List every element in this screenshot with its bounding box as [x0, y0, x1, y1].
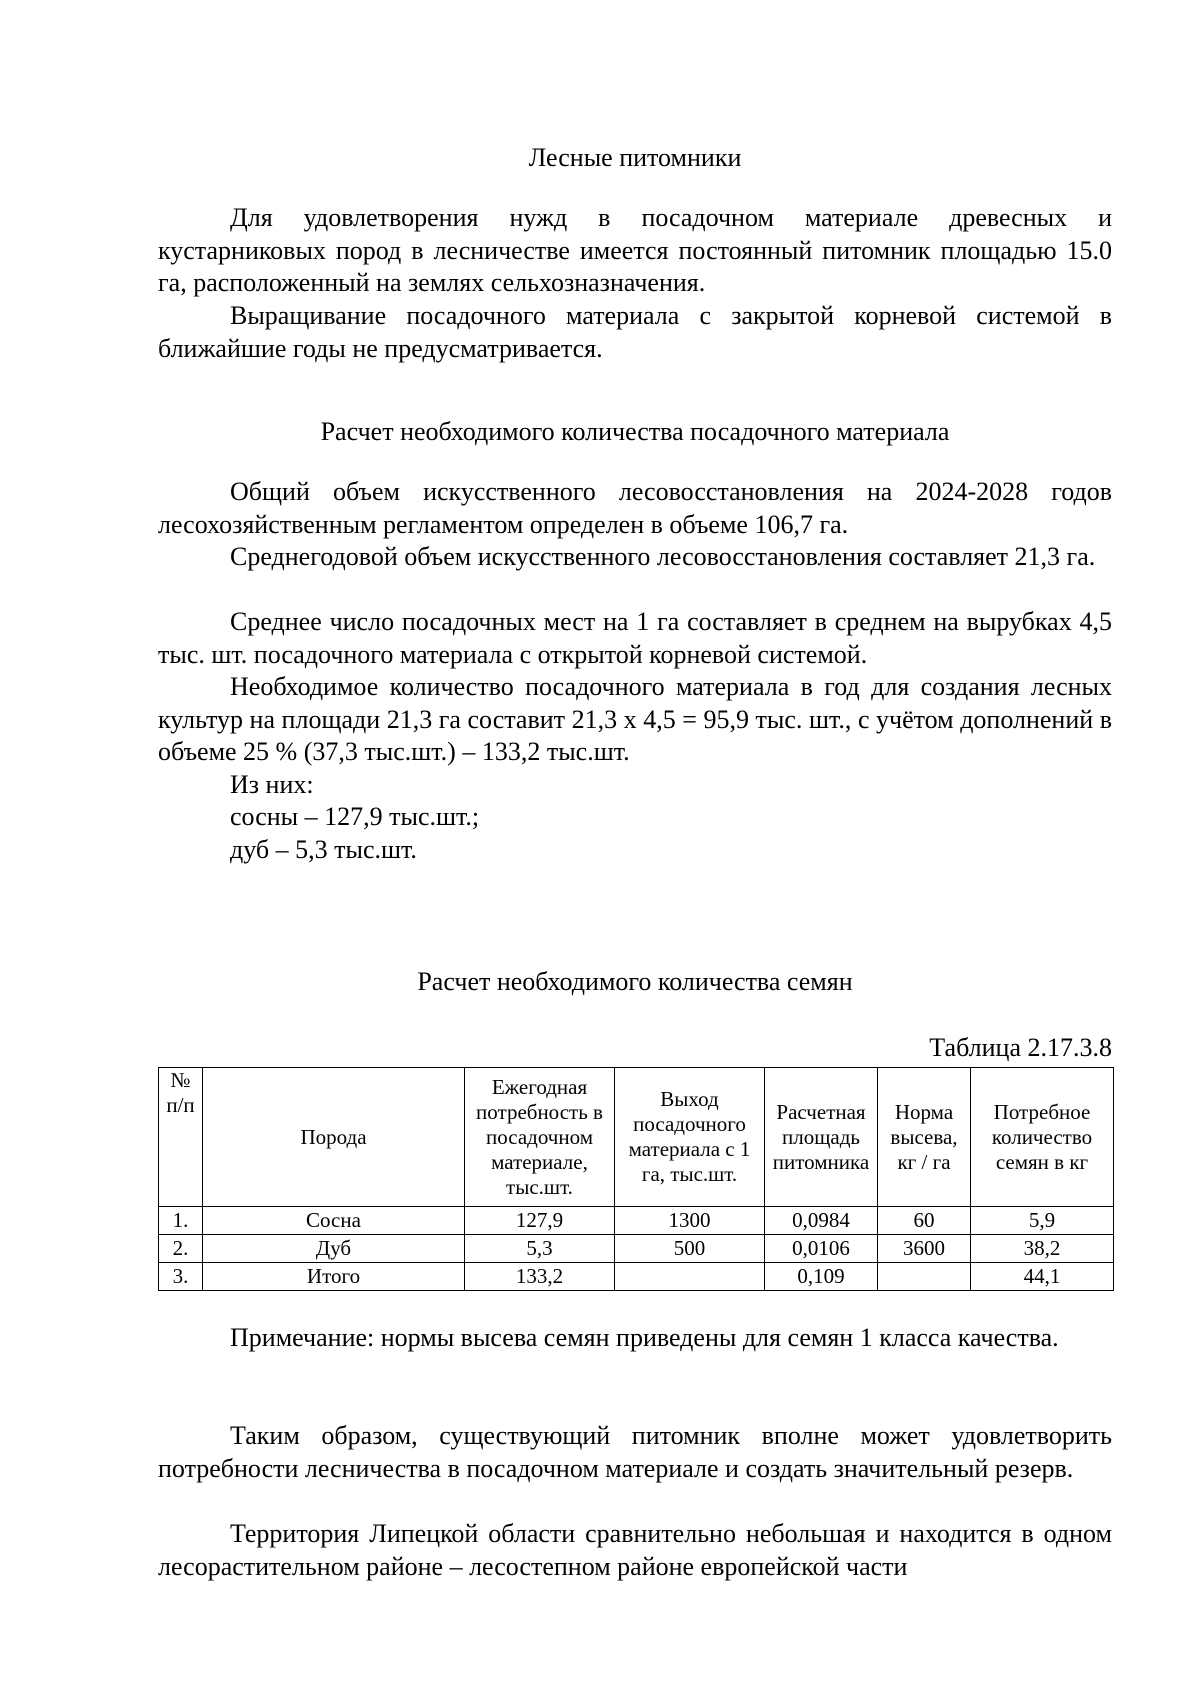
cell-species: Итого	[203, 1263, 465, 1291]
cell-annual-need: 5,3	[465, 1235, 615, 1263]
section1-paragraph-3: Среднее число посадочных мест на 1 га составляет в среднем на вырубках 4,5 тыс. шт. посадочного материала с открытой корневой системой.	[158, 607, 1112, 669]
header-species: Порода	[203, 1068, 465, 1207]
header-rate: Норма высева, кг / га	[878, 1068, 971, 1207]
header-annual-need: Ежегодная потребность в посадочном материале, тыс.шт.	[465, 1068, 615, 1207]
list-item-oak: дуб – 5,3 тыс.шт.	[230, 835, 417, 864]
cell-area: 0,109	[765, 1263, 878, 1291]
cell-yield: 500	[615, 1235, 765, 1263]
seeds-table	[158, 1067, 1114, 1291]
cell-area: 0,0984	[765, 1207, 878, 1235]
list-intro: Из них:	[230, 770, 314, 799]
cell-species: Дуб	[203, 1235, 465, 1263]
table-header-row	[159, 1068, 1114, 1207]
table-row	[159, 1207, 1114, 1235]
table-row-total	[159, 1263, 1114, 1291]
cell-annual-need: 127,9	[465, 1207, 615, 1235]
conclusion-paragraph: Таким образом, существующий питомник вполне может удовлетворить потребности лесничества в посадочном материале и создать значительный резерв.	[158, 1421, 1112, 1483]
cell-seeds: 38,2	[971, 1235, 1114, 1263]
cell-num: 2.	[159, 1235, 203, 1263]
cell-annual-need: 133,2	[465, 1263, 615, 1291]
cell-rate	[878, 1263, 971, 1291]
territory-paragraph: Территория Липецкой области сравнительно небольшая и находится в одном лесорастительном районе – лесостепном районе европейской части	[158, 1519, 1112, 1581]
cell-seeds: 44,1	[971, 1263, 1114, 1291]
table-note: Примечание: нормы высева семян приведены для семян 1 класса качества.	[230, 1323, 1059, 1352]
header-num: № п/п	[159, 1068, 203, 1207]
cell-yield: 1300	[615, 1207, 765, 1235]
section-title-seeds: Расчет необходимого количества семян	[417, 967, 853, 996]
cell-yield	[615, 1263, 765, 1291]
cell-rate: 60	[878, 1207, 971, 1235]
intro-paragraph-1: Для удовлетворения нужд в посадочном материале древесных и кустарниковых пород в лесничестве имеется постоянный питомник площадью 15.0 га, расположенный на землях сельхозназначения.	[158, 203, 1112, 297]
table-row	[159, 1235, 1114, 1263]
table-caption: Таблица 2.17.3.8	[929, 1033, 1112, 1062]
page-title: Лесные питомники	[528, 143, 742, 172]
cell-area: 0,0106	[765, 1235, 878, 1263]
header-yield: Выход посадочного материала с 1 га, тыс.шт.	[615, 1068, 765, 1207]
cell-seeds: 5,9	[971, 1207, 1114, 1235]
header-area: Расчетная площадь питомника	[765, 1068, 878, 1207]
cell-rate: 3600	[878, 1235, 971, 1263]
list-item-pine: сосны – 127,9 тыс.шт.;	[230, 802, 480, 831]
cell-num: 1.	[159, 1207, 203, 1235]
intro-paragraph-2: Выращивание посадочного материала с закрытой корневой системой в ближайшие годы не предусматривается.	[158, 301, 1112, 363]
cell-num: 3.	[159, 1263, 203, 1291]
section1-paragraph-1: Общий объем искусственного лесовосстановления на 2024-2028 годов лесохозяйственным регламентом определен в объеме 106,7 га.	[158, 477, 1112, 539]
header-seeds: Потребное количество семян в кг	[971, 1068, 1114, 1207]
section-title-planting-material: Расчет необходимого количества посадочного материала	[320, 417, 950, 446]
section1-paragraph-4: Необходимое количество посадочного материала в год для создания лесных культур на площади 21,3 га составит 21,3 х 4,5 = 95,9 тыс. шт., с учётом дополнений в объеме 25 % (37,3 тыс.шт.) – 133,2 тыс.шт.	[158, 672, 1112, 766]
section1-paragraph-2: Среднегодовой объем искусственного лесовосстановления составляет 21,3 га.	[230, 542, 1096, 571]
cell-species: Сосна	[203, 1207, 465, 1235]
